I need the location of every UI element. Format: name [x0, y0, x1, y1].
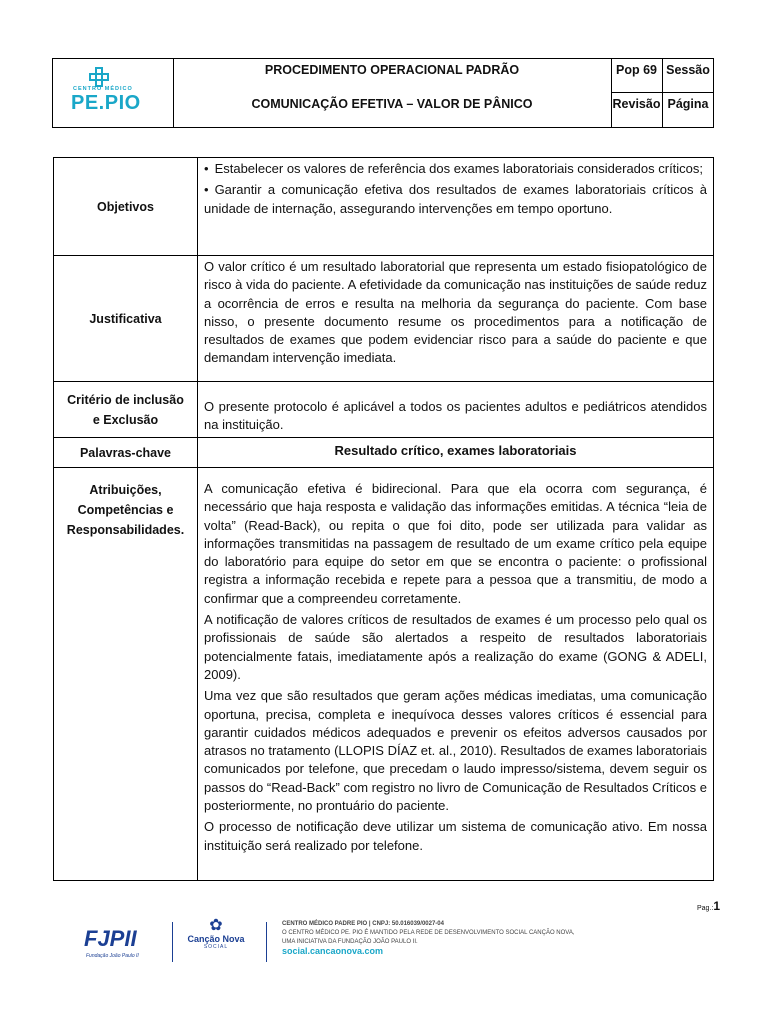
- table-row-atribuicoes: [54, 468, 713, 880]
- logo-cell: [53, 59, 174, 127]
- paragraph: O processo de notificação deve utilizar um sistema de comunicação ativo. Em nossa instituição será realizado por telefone.: [204, 819, 707, 853]
- footer-line: O CENTRO MÉDICO PE. PIO É MANTIDO PELA REDE DE DESENVOLVIMENTO SOCIAL CANÇÃO NOVA,: [282, 930, 575, 936]
- row-content: [204, 438, 713, 462]
- row-label-line: e Exclusão: [92, 412, 159, 427]
- table-row-palavras-chave: [54, 438, 713, 468]
- fjp-logo: FJPII: [84, 926, 137, 951]
- footer-info: [282, 920, 575, 956]
- row-content: [204, 382, 713, 437]
- footer-logos: [84, 918, 704, 968]
- sessao-cell: [663, 59, 713, 93]
- pop-number: Pop 69: [616, 63, 657, 77]
- document-header: [52, 58, 714, 128]
- paragraph: A comunicação efetiva é bidirecional. Para que ela ocorra com segurança, é necessário que haja resposta e validação das informações emitidas. A técnica “leia de volta” (Read-Back), ou repita o que foi dito, pode ser utilizada para validar as informações transmitidas na passagem de resultado de um exame crítico pela equipe do laboratório para equipe do setor em que se encontra o paciente: o profissional registra a informação recebida e repete para a pessoa que a transmitiu, de modo a confirmar que a compreendeu corretamente.: [204, 481, 707, 606]
- row-label-line: Critério de inclusão: [67, 392, 184, 407]
- footer-website: social.cancaonova.com: [282, 946, 384, 956]
- row-label: [54, 468, 198, 880]
- row-label: Palavras-chave: [54, 438, 198, 467]
- pagina-label: Página: [667, 97, 709, 111]
- pagina-cell: [663, 93, 713, 127]
- footer-line: CENTRO MÉDICO PADRE PIO | CNPJ: 50.016039/0027-04: [282, 921, 444, 927]
- content-table: [53, 157, 714, 881]
- footer-line: UMA INICIATIVA DA FUNDAÇÃO JOÃO PAULO II.: [282, 939, 418, 945]
- cancao-nova-name: Canção Nova: [187, 934, 245, 944]
- title-cell: [173, 59, 612, 127]
- cancao-nova-logo: [174, 918, 258, 968]
- logo-name: PE.PIO: [71, 92, 141, 114]
- row-label: [54, 382, 198, 437]
- objective-item: • Garantir a comunicação efetiva dos resultados de exames laboratoriais críticos à unidade de internação, assegurando intervenções em tempo oportuno.: [204, 181, 707, 218]
- document-type-title: PROCEDIMENTO OPERACIONAL PADRÃO: [264, 63, 520, 77]
- divider: [266, 922, 267, 962]
- table-row-objetivos: [54, 158, 713, 256]
- paragraph: Uma vez que são resultados que geram ações médicas imediatas, uma comunicação oportuna, precisa, completa e inequívoca desses valores críticos é essencial para garantir cuidados médicos adequados e prevenir os efeitos adversos causados por atrasos no tratamento (LLOPIS DÍAZ et. al., 2010). Resultados de exames laboratoriais comunicados por telefone, que precedam o laudo impresso/sistema, devem seguir os passos do “Read-Back” com registro no livro de Comunicação de Resultados Críticos e posteriormente, no prontuário do paciente.: [204, 688, 707, 814]
- medical-cross-icon: [88, 67, 110, 87]
- paragraph: A notificação de valores críticos de resultados de exames é um processo pelo qual os profissionais de saúde são alertados a respeito de resultados laboratoriais potencialmente fatais, imediatamente após a realização do exame (GONG & ADELI, 2009).: [204, 612, 707, 682]
- cancao-nova-social: SOCIAL: [203, 944, 229, 950]
- page-number-value: 1: [713, 899, 720, 913]
- row-content: [204, 158, 713, 220]
- revisao-label: Revisão: [612, 97, 661, 111]
- objective-item: • Estabelecer os valores de referência dos exames laboratoriais considerados críticos;: [204, 160, 707, 178]
- row-content: [204, 468, 713, 857]
- logo-subtitle: CENTRO MÉDICO: [73, 86, 133, 92]
- row-label-line: Responsabilidades.: [66, 523, 185, 537]
- page-prefix: Pag.:: [696, 905, 714, 912]
- row-label-line: Atribuições,: [89, 483, 162, 497]
- row-label-line: Competências e: [77, 503, 174, 517]
- pop-cell: [611, 59, 663, 93]
- table-row-criterio: [54, 382, 713, 438]
- row-label: Justificativa: [54, 256, 198, 381]
- divider: [172, 922, 173, 962]
- fjp-logo-subtitle: Fundação João Paulo II: [86, 953, 139, 959]
- table-row-justificativa: [54, 256, 713, 382]
- hands-icon: ✿: [209, 917, 223, 934]
- row-content: [204, 256, 713, 370]
- page-number: [697, 899, 720, 913]
- criteria-text: O presente protocolo é aplicável a todos os pacientes adultos e pediátricos atendidos na instituição.: [204, 399, 707, 433]
- row-label: Objetivos: [54, 158, 198, 255]
- document-title: COMUNICAÇÃO EFETIVA – VALOR DE PÂNICO: [251, 97, 533, 111]
- revisao-cell: [611, 93, 663, 127]
- keywords-text: Resultado crítico, exames laboratoriais: [334, 443, 577, 458]
- justification-text: O valor crítico é um resultado laboratorial que representa um estado fisiopatológico de risco à vida do paciente. A efetividade da comunicação nas instituições de saúde reduz a ocorrência de erros e resulta na melhoria da segurança do paciente. Com base nisso, o presente documento resume os procedimentos para a notificação de resultados de exames que podem evidenciar risco para a saúde do paciente e que demandam intervenção imediata.: [204, 259, 707, 366]
- sessao-label: Sessão: [666, 63, 710, 77]
